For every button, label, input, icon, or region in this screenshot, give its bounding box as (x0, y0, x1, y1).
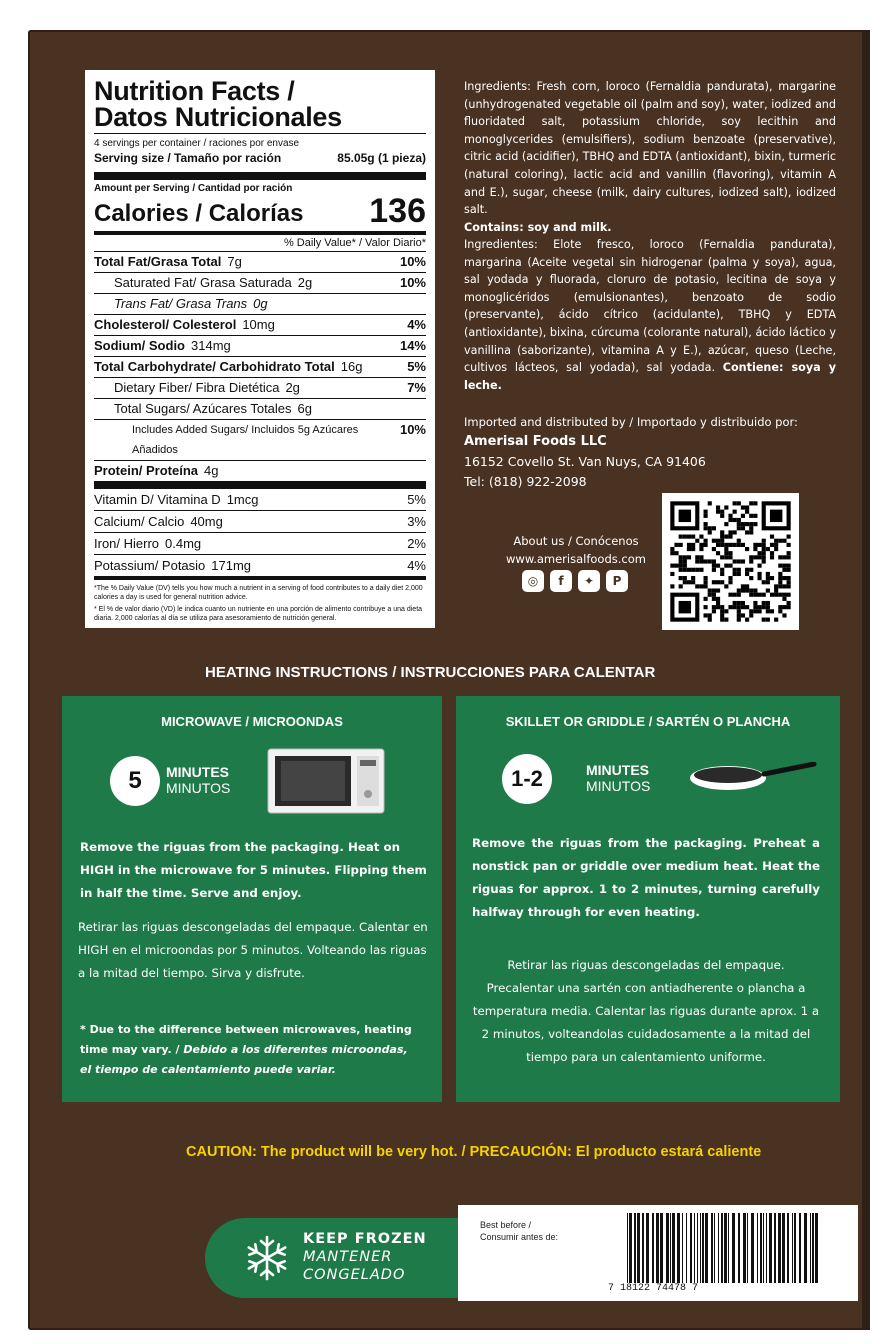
frozen-line3: CONGELADO (303, 1267, 406, 1283)
best-before-line1: Best before / (480, 1220, 532, 1230)
nutrient-row (94, 251, 426, 272)
nutrient-amount: 6g (297, 401, 312, 416)
nutrient-rows (94, 251, 426, 481)
vitamin-rows (94, 489, 426, 576)
skillet-title: SKILLET OR GRIDDLE / SARTÉN O PLANCHA (505, 714, 791, 729)
nutrition-facts-panel (85, 70, 435, 628)
nutrient-label: Total Fat/Grasa Total (94, 254, 222, 269)
nutrient-dv: 14% (399, 338, 426, 353)
nutrient-row (94, 460, 426, 481)
vitamin-row (94, 532, 426, 554)
microwave-note-en: * Due to the difference between microwaves, heating time may vary. / (80, 1023, 412, 1056)
package-edge (862, 30, 870, 1330)
vitamin-amount: 1mcg (226, 492, 259, 507)
skillet-time-circle (502, 754, 552, 804)
contains-es: Contiene: soya y leche. (464, 361, 836, 392)
snowflake-icon (243, 1234, 291, 1282)
vitamin-row (94, 489, 426, 510)
skillet-text-es: Retirar las riguas descongeladas del empaque. Precalentar una sartén con antiadherente o plancha a temperatura media. Calentar las riguas durante aprox. 1 a 2 minutos, volteandolas cuidadosamente a la mitad del tiempo para un calentamiento uniforme. (472, 958, 820, 1064)
skillet-text-en: Remove the riguas from the packaging. Preheat a nonstick pan or griddle over medium heat. Heat the riguas for approx. 1 to 2 minutes, turning carefully halfway through for even heating. (472, 836, 820, 919)
nutrient-amount: 2g (285, 380, 300, 395)
barcode (623, 1213, 823, 1285)
microwave-text-es: Retirar las riguas descongeladas del empaque. Calentar en HIGH en el microondas por 5 minutos. Volteando las riguas a la mitad del tiempo. Sirva y disfrute. (78, 920, 428, 980)
nutrient-label: Cholesterol/ Colesterol (94, 317, 237, 332)
ingredients-en: Ingredients: Fresh corn, loroco (Fernaldia pandurata), margarine (unhydrogenated vegetable oil (palm and soy), water, iodized and fluoridated salt, potassium chloride, soy lecithin and monoglycerides (emulsifiers), sodium benzoate (preservative), citric acid (acidifier), TBHQ and EDTA (antioxidant), bixin, turmeric (natural coloring), lactic acid and vanillin (flavoring), vitamin A and E.), sugar, cheese (milk, dairy cultures, iodized salt), iodized salt. (464, 80, 836, 217)
nutrient-label: Total Carbohydrate/ Carbohidrato Total (94, 359, 335, 374)
serving-size-value: 85.05g (1 pieza) (337, 151, 426, 165)
vitamin-amount: 171mg (211, 558, 252, 573)
heating-title: HEATING INSTRUCTIONS / INSTRUCCIONES PARA CALENTAR (205, 664, 656, 681)
nutrient-dv: 10% (399, 422, 426, 437)
website[interactable]: www.amerisalfoods.com (506, 552, 646, 566)
calories-label: Calories / Calorías (94, 200, 304, 227)
skillet-panel (456, 696, 840, 1102)
twitter-icon[interactable]: ✦ (578, 570, 600, 592)
skillet-minutes-es: MINUTOS (586, 778, 651, 794)
nutrient-row (94, 335, 426, 356)
nutrition-title-line1: Nutrition Facts / (94, 76, 295, 106)
qr-code[interactable] (662, 493, 799, 630)
nutrient-row (94, 419, 426, 460)
frozen-text (303, 1230, 427, 1284)
about-us (498, 532, 654, 568)
servings-per-container: 4 servings per container / raciones por envase (94, 138, 300, 149)
vitamin-row (94, 510, 426, 532)
frozen-line1: KEEP FROZEN (303, 1231, 427, 1247)
microwave-panel (62, 696, 442, 1102)
nutrient-label: Total Sugars/ Azúcares Totales (114, 401, 292, 416)
nutrient-row (94, 293, 426, 314)
nutrient-dv: 10% (399, 254, 426, 269)
nutrient-label: Protein/ Proteína (94, 463, 199, 478)
facebook-icon[interactable]: f (550, 570, 572, 592)
microwave-time: 5 (128, 767, 142, 794)
importer-heading: Imported and distributed by / Importado y distribuido por: (464, 415, 798, 429)
nutrient-amount: 10mg (242, 317, 275, 332)
microwave-text-en: Remove the riguas from the packaging. Heat on HIGH in the microwave for 5 minutes. Flipping them in half the time. Serve and enjoy. (80, 840, 427, 900)
nutrient-amount: 4g (204, 463, 219, 478)
vitamin-dv: 3% (407, 514, 426, 529)
nutrient-dv: 5% (407, 359, 426, 374)
vitamin-amount: 0.4mg (165, 536, 202, 551)
nutrient-dv: 7% (407, 380, 426, 395)
ingredients-en-block (464, 78, 836, 236)
nutrient-amount: 16g (340, 359, 363, 374)
nutrient-row (94, 377, 426, 398)
microwave-icon (267, 748, 385, 814)
skillet-time: 1-2 (511, 766, 543, 791)
nutrient-amount: 0g (253, 296, 268, 311)
importer-info (464, 412, 798, 492)
nutrient-row (94, 272, 426, 293)
microwave-note-es: Debido a los diferentes microondas, el tiempo de calentamiento puede variar. (80, 1043, 408, 1076)
vitamin-dv: 5% (407, 492, 426, 507)
social-icons (522, 570, 628, 592)
vitamin-label: Iron/ Hierro (94, 536, 160, 551)
nutrient-label: Saturated Fat/ Grasa Saturada (114, 275, 292, 290)
microwave-minutes-en: MINUTES (166, 764, 229, 780)
nutrient-row (94, 356, 426, 377)
nutrient-label: Sodium/ Sodio (94, 338, 185, 353)
nutrient-row (94, 314, 426, 335)
nutrition-title-line2: Datos Nutricionales (94, 102, 342, 132)
nutrient-amount: 314mg (191, 338, 231, 353)
nutrient-amount: 2g (297, 275, 313, 290)
pinterest-icon[interactable]: P (606, 570, 628, 592)
skillet-minutes-en: MINUTES (586, 762, 649, 778)
ingredients-es: Ingredientes: Elote fresco, loroco (Fernaldia pandurata), margarina (Aceite vegetal sin hidrogenar (palma y soya), agua, sal yodada y fluorada, cloruro de potasio, lecitina de soya y monoglicéridos (emulsionantes), benzoato de sodio (preservante), ácido cítrico (acidulante), TBHQ y EDTA (antioxidante), bixina, cúrcuma (colorante natural), ácido láctico y vanillina (saborizante), vitamina A y E.), azúcar, queso (Leche, cultivos lácteos, sal yodada), sal yodada. (464, 238, 836, 375)
nutrient-row (94, 398, 426, 419)
vitamin-label: Vitamin D/ Vitamina D (94, 492, 221, 507)
best-before-line2: Consumir antes de: (480, 1232, 559, 1242)
amount-per-serving: Amount per Serving / Cantidad por ración (94, 183, 293, 194)
importer-company: Amerisal Foods LLC (464, 434, 607, 449)
barcode-number: 7 18122 74478 7 (608, 1283, 699, 1294)
serving-size-label: Serving size / Tamaño por ración (94, 151, 282, 165)
vitamin-label: Calcium/ Calcio (94, 514, 185, 529)
microwave-title: MICROWAVE / MICROONDAS (161, 714, 343, 729)
contains-en: Contains: soy and milk. (464, 220, 612, 234)
footnote-es: * El % de valor diario (VD) le indica cuanto un nutriente en una porción de alimento contribuye a una dieta diaria. 2,000 calorías al día se utiliza para asesoramiento de nutrición general. (94, 606, 423, 622)
caution-text: CAUTION: The product will be very hot. / PRECAUCIÓN: El producto estará caliente (186, 1144, 762, 1160)
microwave-minutes (166, 764, 230, 796)
nutrient-label: Dietary Fiber/ Fibra Dietética (114, 380, 280, 395)
skillet-icon (688, 762, 818, 796)
calories-value: 136 (369, 192, 426, 230)
importer-address: 16152 Covello St. Van Nuys, CA 91406 (464, 454, 706, 469)
vitamin-label: Potassium/ Potasio (94, 558, 206, 573)
nutrient-label: Includes Added Sugars/ Incluidos 5g Azúcares Añadidos (132, 424, 359, 456)
microwave-time-circle (110, 756, 160, 806)
daily-value-header: % Daily Value* / Valor Diario* (283, 237, 426, 249)
nutrient-dv: 10% (399, 275, 426, 290)
microwave-minutes-es: MINUTOS (166, 780, 231, 796)
importer-phone: Tel: (818) 922-2098 (464, 474, 587, 489)
skillet-minutes (586, 762, 650, 794)
nutrient-label: Trans Fat/ Grasa Trans (114, 296, 248, 311)
instagram-icon[interactable]: ◎ (522, 570, 544, 592)
footnote-en: *The % Daily Value (DV) tells you how much a nutrient in a serving of food contributes to a daily diet 2,000 calories a day is used for general nutrition advice. (94, 585, 423, 601)
vitamin-row (94, 554, 426, 576)
microwave-note (80, 1020, 420, 1080)
about-label: About us / Conócenos (513, 534, 639, 548)
nutrient-dv: 4% (407, 317, 426, 332)
best-before-label (458, 1205, 858, 1301)
vitamin-dv: 4% (407, 558, 426, 573)
vitamin-amount: 40mg (190, 514, 223, 529)
frozen-line2: MANTENER (303, 1249, 393, 1265)
best-before-text (480, 1219, 558, 1243)
ingredients-es-block (464, 236, 836, 394)
vitamin-dv: 2% (407, 536, 426, 551)
nutrient-amount: 7g (227, 254, 242, 269)
